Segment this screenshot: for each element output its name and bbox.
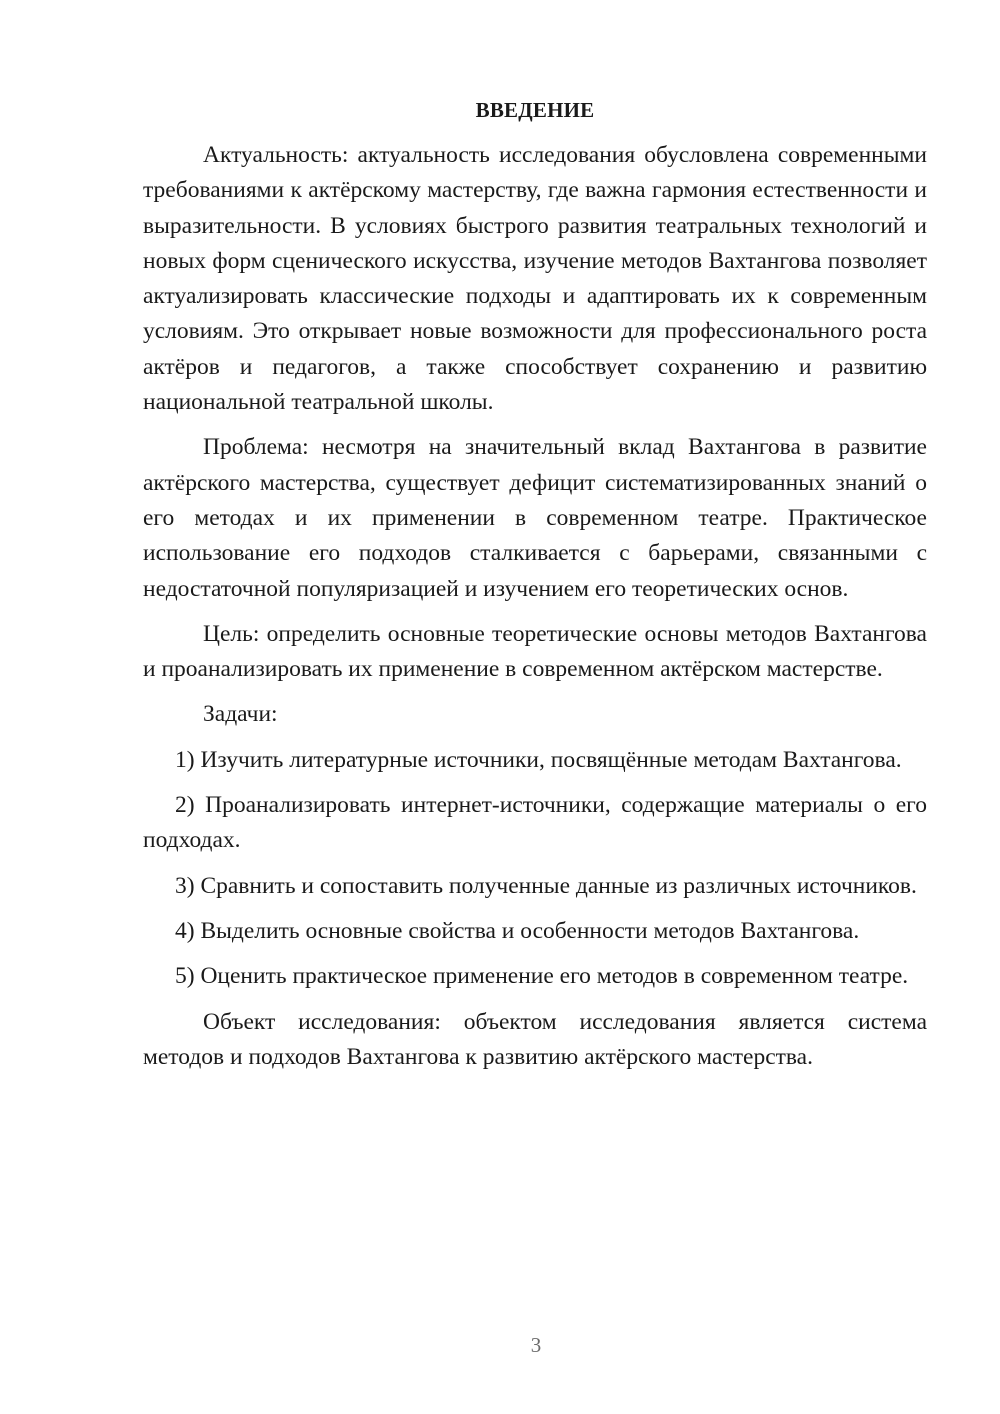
object-paragraph: Объект исследования: объектом исследования является система методов и подходов Вахтангова к развитию актёрского мастерства. <box>143 1008 927 1070</box>
task-item-1: 1) Изучить литературные источники, посвящённые методам Вахтангова. <box>175 746 902 773</box>
document-body <box>143 92 927 1085</box>
relevance-paragraph: Актуальность: актуальность исследования обусловлена современными требованиями к актёрскому мастерству, где важна гармония естественности и выразительности. В условиях быстрого развития театральных технологий и новых форм сценического искусства, изучение методов Вахтангова позволяет актуализировать классические подходы и адаптировать их к современным условиям. Это открывает новые возможности для профессионального роста актёров и педагогов, а также способствует сохранению и развитию национальной театральной школы. <box>143 142 927 416</box>
page-number: 3 <box>530 1333 542 1357</box>
tasks-heading: Задачи: <box>203 701 278 728</box>
task-item-4: 4) Выделить основные свойства и особенности методов Вахтангова. <box>175 917 860 944</box>
task-item-3: 3) Сравнить и сопоставить полученные данные из различных источников. <box>175 872 917 899</box>
problem-paragraph: Проблема: несмотря на значительный вклад Вахтангова в развитие актёрского мастерства, существует дефицит систематизированных знаний о его методах и их применении в современном театре. Практическое использование его подходов сталкивается с барьерами, связанными с недостаточной популяризацией и изучением его теоретических основ. <box>143 434 927 602</box>
goal-paragraph: Цель: определить основные теоретические основы методов Вахтангова и проанализировать их применение в современном актёрском мастерстве. <box>143 620 927 683</box>
task-item-5: 5) Оценить практическое применение его методов в современном театре. <box>175 963 909 990</box>
section-title: ВВЕДЕНИЕ <box>475 98 595 122</box>
task-item-2: 2) Проанализировать интернет-источники, содержащие материалы о его подходах. <box>143 792 927 854</box>
